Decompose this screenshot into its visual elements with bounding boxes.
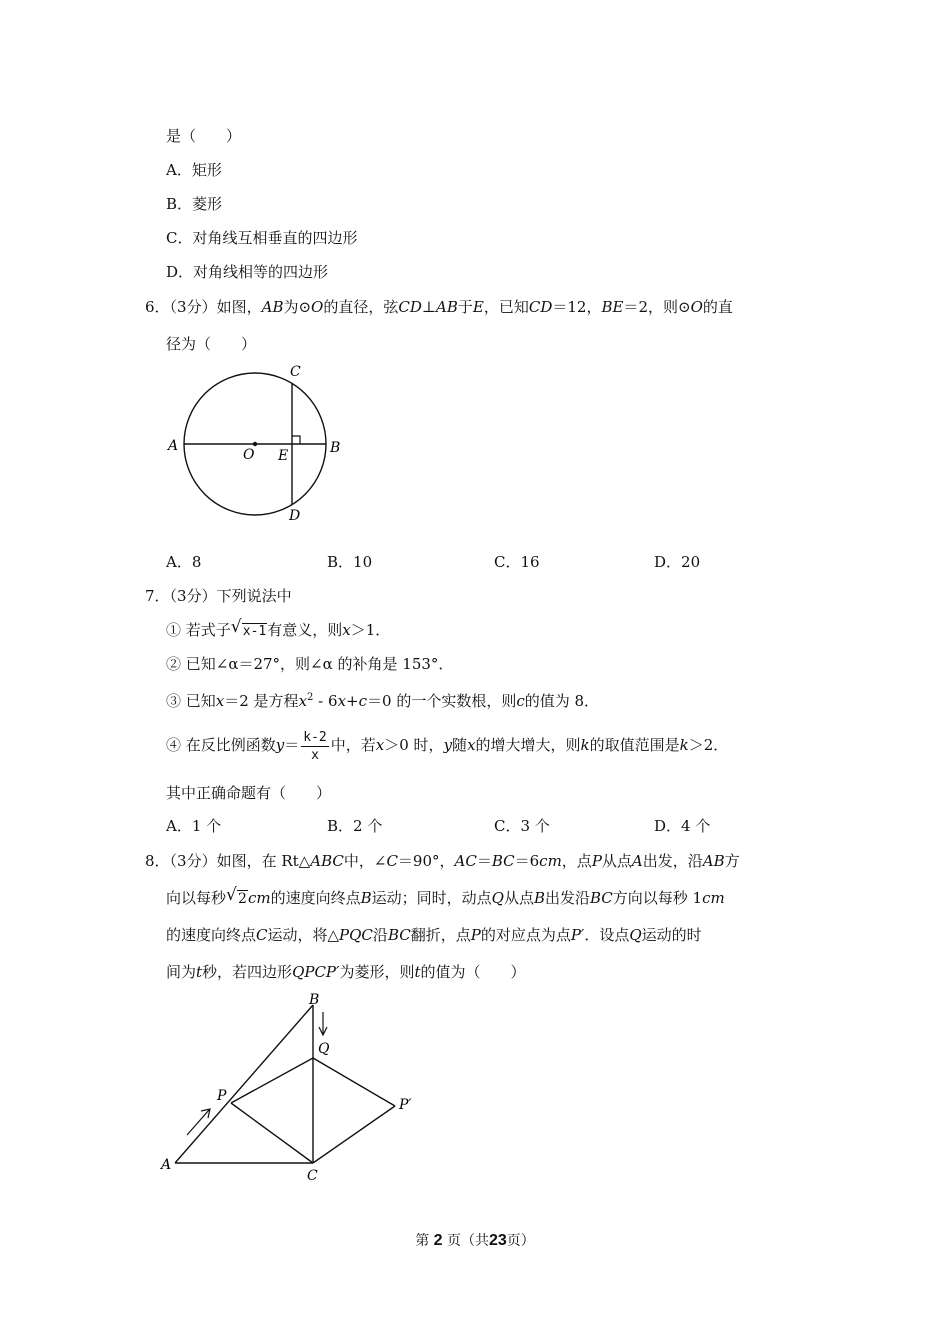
q5-option-c: C．对角线互相垂直的四边形 — [166, 229, 358, 247]
segment-pc — [231, 1103, 313, 1163]
page-total: 23 — [489, 1232, 507, 1249]
label-a: A — [168, 438, 179, 454]
q7-option-c: C．3 个 — [494, 817, 550, 835]
q8-stem-line3: 的速度向终点C运动，将△PQC沿BC翻折，点P的对应点为点P′．设点Q运动的时 — [166, 926, 702, 944]
label-p-prime: P′ — [399, 1097, 412, 1113]
q7-statement-3: ③ 已知x＝2 是方程$x^2 - 6x+c=0$ 的一个实数根，则c的值为 8． — [166, 692, 600, 710]
label-c: C — [307, 1168, 318, 1184]
q6-option-d: D．20 — [654, 553, 701, 571]
q5-stem-tail: 是（ ） — [166, 127, 242, 145]
label-d: D — [289, 508, 301, 524]
q7-option-b: B．2 个 — [327, 817, 383, 835]
q5-option-b: B．菱形 — [166, 195, 223, 213]
q6-option-c: C．16 — [494, 553, 540, 571]
q6-stem-line1: 6．（3分）如图，AB为⊙O的直径，弦CD⊥AB于E，已知CD＝12，BE＝2，则⊙O的直 — [145, 298, 733, 316]
q6-option-b: B．10 — [327, 553, 373, 571]
q7-statement-4: ④ 在反比例函数y＝ $\frac{k-2}{x}$ 中，若x＞0 时，y随x的增大增大，则k的取值范围是k＞2． — [166, 729, 729, 763]
q6-option-a: A．8 — [166, 553, 202, 571]
segment-cpprime — [313, 1106, 395, 1163]
p-direction-arrow — [187, 1110, 209, 1135]
right-angle-mark — [292, 436, 300, 444]
q5-option-a: A．矩形 — [166, 161, 222, 179]
center-point — [253, 442, 257, 446]
q7-stem: 7．（3分）下列说法中 — [145, 587, 292, 605]
q6-stem-line2: 径为（ ） — [166, 335, 257, 353]
q7-statement-1: ① 若式子 √ x-1有意义，则x＞1． — [166, 617, 391, 639]
page-footer: 第 2 页（共23页） — [415, 1232, 535, 1249]
q8-triangle-figure — [155, 985, 435, 1185]
q8-stem-line4: 间为t秒，若四边形QPCP′为菱形，则t的值为（ ） — [166, 963, 526, 981]
label-a: A — [161, 1157, 172, 1173]
label-b: B — [309, 992, 320, 1008]
q7-option-d: D．4 个 — [654, 817, 711, 835]
q7-question: 其中正确命题有（ ） — [166, 784, 332, 802]
label-o: O — [243, 447, 255, 463]
label-b: B — [330, 440, 341, 456]
q8-stem-line1: 8．（3分）如图，在 Rt△ABC中，∠C＝90°，AC＝BC＝6cm，点P从点A出发，沿AB方 — [145, 852, 740, 870]
label-e: E — [278, 448, 289, 464]
q7-statement-2: ② 已知∠α＝27°，则∠α 的补角是 153°． — [166, 655, 454, 673]
q6-circle-figure — [160, 360, 360, 530]
label-c: C — [290, 364, 301, 380]
q5-option-d: D．对角线相等的四边形 — [166, 263, 329, 281]
label-q: Q — [318, 1041, 330, 1057]
page-number: 2 — [433, 1232, 443, 1249]
segment-qpprime — [313, 1058, 395, 1106]
q7-option-a: A．1 个 — [166, 817, 222, 835]
segment-pq — [231, 1058, 313, 1103]
q8-stem-line2: 向以每秒 √ 2cm的速度向终点B运动；同时，动点Q从点B出发沿BC方向以每秒 1cm — [166, 885, 725, 907]
segment-ab — [175, 1005, 313, 1163]
label-p: P — [217, 1088, 227, 1104]
